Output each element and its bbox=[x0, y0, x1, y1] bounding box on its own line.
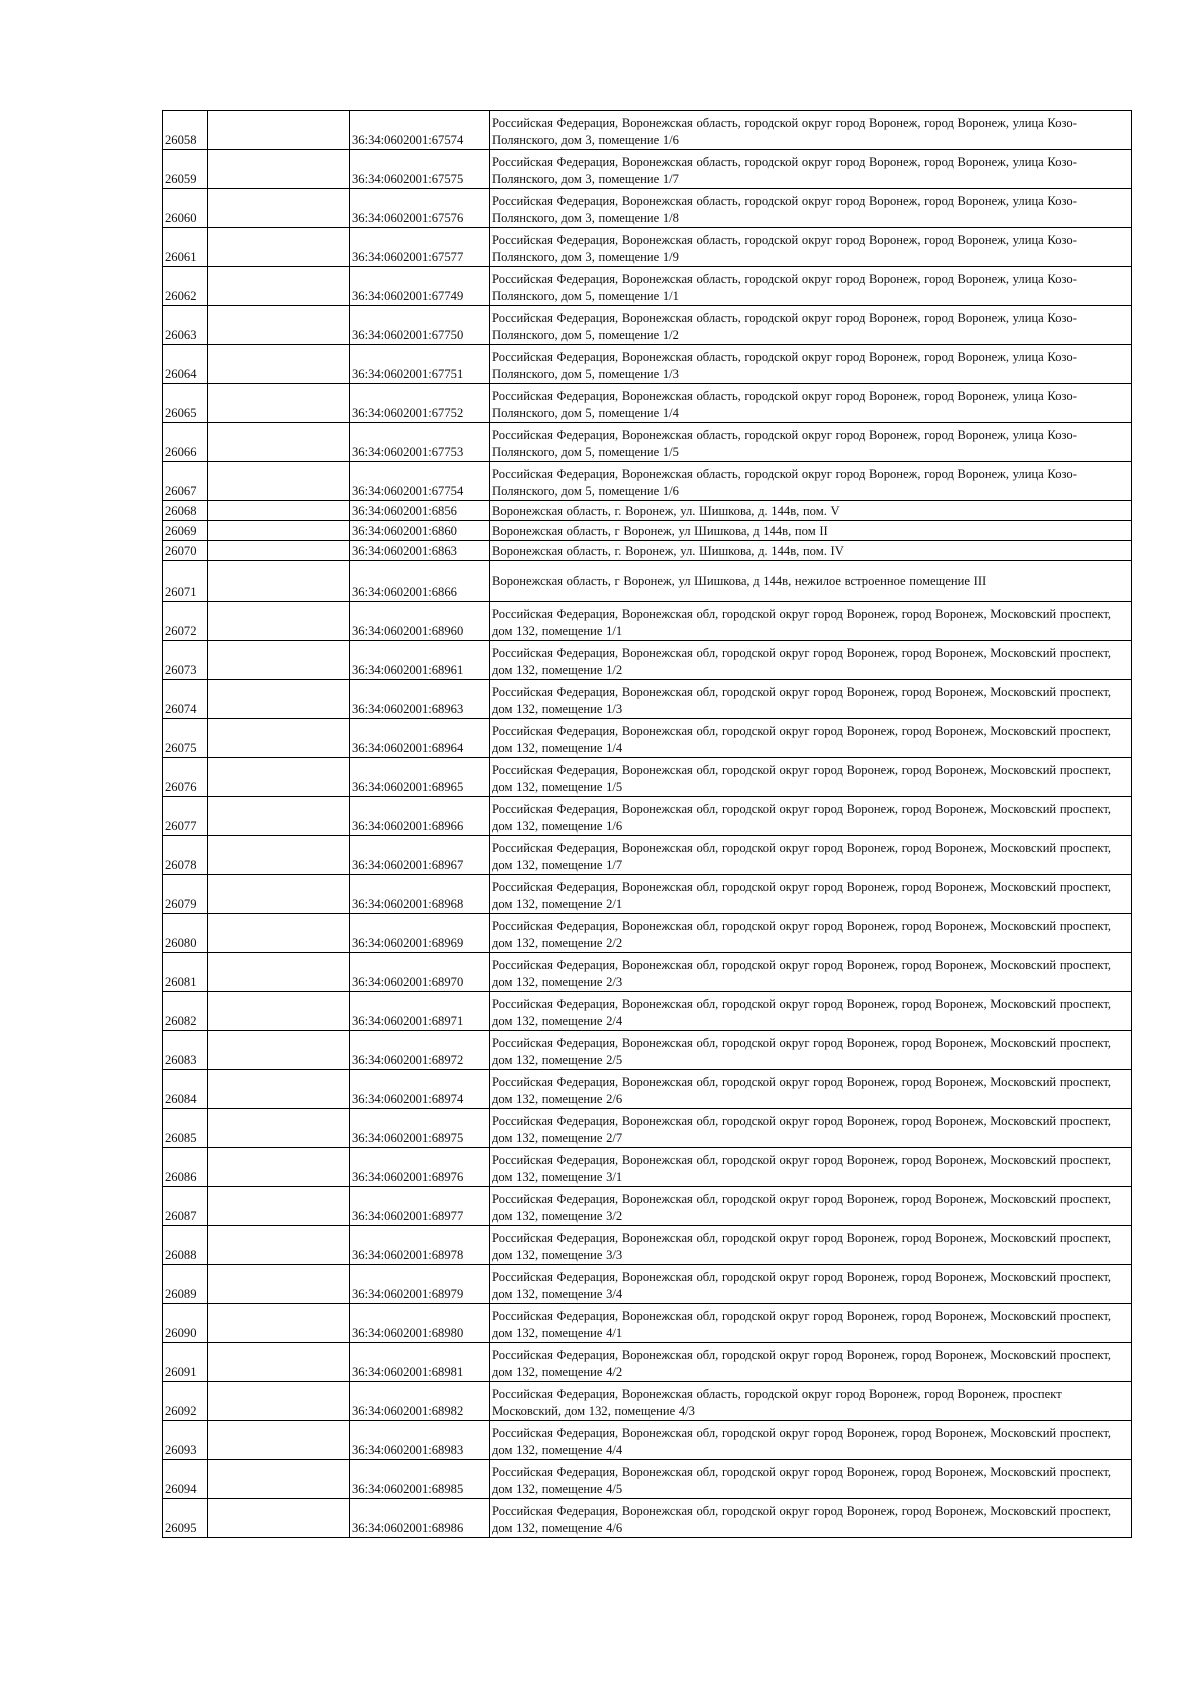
cadastral-number-cell: 36:34:0602001:67575 bbox=[350, 150, 490, 189]
table-row bbox=[163, 423, 1132, 462]
row-number-cell: 26058 bbox=[163, 111, 208, 150]
cadastral-number-cell: 36:34:0602001:67751 bbox=[350, 345, 490, 384]
row-number-cell: 26083 bbox=[163, 1031, 208, 1070]
empty-cell bbox=[208, 150, 350, 189]
address-cell: Российская Федерация, Воронежская область, городской округ город Воронеж, город Воронеж, улица Козо-Полянского, дом 3, помещение 1/9 bbox=[490, 228, 1132, 267]
cadastral-number-cell: 36:34:0602001:6866 bbox=[350, 561, 490, 602]
empty-cell bbox=[208, 267, 350, 306]
empty-cell bbox=[208, 1226, 350, 1265]
cadastral-number-cell: 36:34:0602001:68986 bbox=[350, 1499, 490, 1538]
cadastral-number-cell: 36:34:0602001:68976 bbox=[350, 1148, 490, 1187]
empty-cell bbox=[208, 875, 350, 914]
address-cell: Российская Федерация, Воронежская область, городской округ город Воронеж, город Воронеж, улица Козо-Полянского, дом 5, помещение 1/5 bbox=[490, 423, 1132, 462]
cadastral-number-cell: 36:34:0602001:68964 bbox=[350, 719, 490, 758]
row-number-cell: 26079 bbox=[163, 875, 208, 914]
cadastral-number-cell: 36:34:0602001:68961 bbox=[350, 641, 490, 680]
cadastral-number-cell: 36:34:0602001:68982 bbox=[350, 1382, 490, 1421]
row-number-cell: 26072 bbox=[163, 602, 208, 641]
empty-cell bbox=[208, 423, 350, 462]
address-cell: Российская Федерация, Воронежская область, городской округ город Воронеж, город Воронеж, улица Козо-Полянского, дом 5, помещение 1/4 bbox=[490, 384, 1132, 423]
empty-cell bbox=[208, 345, 350, 384]
empty-cell bbox=[208, 384, 350, 423]
address-cell: Российская Федерация, Воронежская обл, городской округ город Воронеж, город Воронеж, Московский проспект, дом 132, помещение 4/2 bbox=[490, 1343, 1132, 1382]
empty-cell bbox=[208, 680, 350, 719]
table-row bbox=[163, 541, 1132, 561]
cadastral-number-cell: 36:34:0602001:68981 bbox=[350, 1343, 490, 1382]
table-row bbox=[163, 111, 1132, 150]
row-number-cell: 26086 bbox=[163, 1148, 208, 1187]
row-number-cell: 26089 bbox=[163, 1265, 208, 1304]
empty-cell bbox=[208, 462, 350, 501]
table-row bbox=[163, 953, 1132, 992]
address-cell: Российская Федерация, Воронежская обл, городской округ город Воронеж, город Воронеж, Московский проспект, дом 132, помещение 1/3 bbox=[490, 680, 1132, 719]
row-number-cell: 26073 bbox=[163, 641, 208, 680]
table-row bbox=[163, 680, 1132, 719]
address-cell: Российская Федерация, Воронежская область, городской округ город Воронеж, город Воронеж, улица Козо-Полянского, дом 3, помещение 1/7 bbox=[490, 150, 1132, 189]
row-number-cell: 26061 bbox=[163, 228, 208, 267]
address-cell: Российская Федерация, Воронежская область, городской округ город Воронеж, город Воронеж, улица Козо-Полянского, дом 3, помещение 1/6 bbox=[490, 111, 1132, 150]
row-number-cell: 26088 bbox=[163, 1226, 208, 1265]
address-cell: Российская Федерация, Воронежская обл, городской округ город Воронеж, город Воронеж, Московский проспект, дом 132, помещение 1/7 bbox=[490, 836, 1132, 875]
address-cell: Российская Федерация, Воронежская обл, городской округ город Воронеж, город Воронеж, Московский проспект, дом 132, помещение 1/4 bbox=[490, 719, 1132, 758]
property-registry-table bbox=[162, 110, 1132, 1538]
empty-cell bbox=[208, 1460, 350, 1499]
table-row bbox=[163, 758, 1132, 797]
table-row bbox=[163, 1187, 1132, 1226]
table-row bbox=[163, 1304, 1132, 1343]
empty-cell bbox=[208, 1382, 350, 1421]
empty-cell bbox=[208, 602, 350, 641]
address-cell: Российская Федерация, Воронежская обл, городской округ город Воронеж, город Воронеж, Московский проспект, дом 132, помещение 3/1 bbox=[490, 1148, 1132, 1187]
cadastral-number-cell: 36:34:0602001:68978 bbox=[350, 1226, 490, 1265]
row-number-cell: 26060 bbox=[163, 189, 208, 228]
empty-cell bbox=[208, 1304, 350, 1343]
empty-cell bbox=[208, 1031, 350, 1070]
cadastral-number-cell: 36:34:0602001:67752 bbox=[350, 384, 490, 423]
empty-cell bbox=[208, 953, 350, 992]
cadastral-number-cell: 36:34:0602001:67749 bbox=[350, 267, 490, 306]
table-row bbox=[163, 345, 1132, 384]
table-row bbox=[163, 719, 1132, 758]
empty-cell bbox=[208, 797, 350, 836]
empty-cell bbox=[208, 1187, 350, 1226]
row-number-cell: 26095 bbox=[163, 1499, 208, 1538]
table-row bbox=[163, 306, 1132, 345]
table-row bbox=[163, 992, 1132, 1031]
cadastral-number-cell: 36:34:0602001:68966 bbox=[350, 797, 490, 836]
table-row bbox=[163, 797, 1132, 836]
row-number-cell: 26085 bbox=[163, 1109, 208, 1148]
table-row bbox=[163, 1382, 1132, 1421]
address-cell: Российская Федерация, Воронежская обл, городской округ город Воронеж, город Воронеж, Московский проспект, дом 132, помещение 3/4 bbox=[490, 1265, 1132, 1304]
empty-cell bbox=[208, 758, 350, 797]
row-number-cell: 26075 bbox=[163, 719, 208, 758]
row-number-cell: 26067 bbox=[163, 462, 208, 501]
empty-cell bbox=[208, 189, 350, 228]
row-number-cell: 26081 bbox=[163, 953, 208, 992]
address-cell: Российская Федерация, Воронежская обл, городской округ город Воронеж, город Воронеж, Московский проспект, дом 132, помещение 2/3 bbox=[490, 953, 1132, 992]
cadastral-number-cell: 36:34:0602001:67574 bbox=[350, 111, 490, 150]
row-number-cell: 26093 bbox=[163, 1421, 208, 1460]
table-row bbox=[163, 1343, 1132, 1382]
row-number-cell: 26091 bbox=[163, 1343, 208, 1382]
table-row bbox=[163, 1499, 1132, 1538]
row-number-cell: 26087 bbox=[163, 1187, 208, 1226]
empty-cell bbox=[208, 541, 350, 561]
address-cell: Российская Федерация, Воронежская область, городской округ город Воронеж, город Воронеж, улица Козо-Полянского, дом 5, помещение 1/1 bbox=[490, 267, 1132, 306]
cadastral-number-cell: 36:34:0602001:68969 bbox=[350, 914, 490, 953]
empty-cell bbox=[208, 228, 350, 267]
cadastral-number-cell: 36:34:0602001:67577 bbox=[350, 228, 490, 267]
address-cell: Воронежская область, г. Воронеж, ул. Шишкова, д. 144в, пом. IV bbox=[490, 541, 1132, 561]
address-cell: Российская Федерация, Воронежская область, городской округ город Воронеж, город Воронеж, улица Козо-Полянского, дом 5, помещение 1/6 bbox=[490, 462, 1132, 501]
cadastral-number-cell: 36:34:0602001:67754 bbox=[350, 462, 490, 501]
address-cell: Российская Федерация, Воронежская обл, городской округ город Воронеж, город Воронеж, Московский проспект, дом 132, помещение 4/5 bbox=[490, 1460, 1132, 1499]
table-row bbox=[163, 1265, 1132, 1304]
empty-cell bbox=[208, 111, 350, 150]
cadastral-number-cell: 36:34:0602001:68985 bbox=[350, 1460, 490, 1499]
table-row bbox=[163, 462, 1132, 501]
cadastral-number-cell: 36:34:0602001:67750 bbox=[350, 306, 490, 345]
table-row bbox=[163, 1148, 1132, 1187]
table-row bbox=[163, 1421, 1132, 1460]
empty-cell bbox=[208, 306, 350, 345]
table-row bbox=[163, 521, 1132, 541]
address-cell: Российская Федерация, Воронежская область, городской округ город Воронеж, город Воронеж, проспект Московский, дом 132, помещение 4/3 bbox=[490, 1382, 1132, 1421]
document-sheet bbox=[162, 110, 1131, 1538]
table-row bbox=[163, 1031, 1132, 1070]
cadastral-number-cell: 36:34:0602001:68974 bbox=[350, 1070, 490, 1109]
cadastral-number-cell: 36:34:0602001:68960 bbox=[350, 602, 490, 641]
cadastral-number-cell: 36:34:0602001:6856 bbox=[350, 501, 490, 521]
cadastral-number-cell: 36:34:0602001:67576 bbox=[350, 189, 490, 228]
row-number-cell: 26082 bbox=[163, 992, 208, 1031]
cadastral-number-cell: 36:34:0602001:6863 bbox=[350, 541, 490, 561]
row-number-cell: 26071 bbox=[163, 561, 208, 602]
address-cell: Российская Федерация, Воронежская обл, городской округ город Воронеж, город Воронеж, Московский проспект, дом 132, помещение 4/6 bbox=[490, 1499, 1132, 1538]
address-cell: Российская Федерация, Воронежская обл, городской округ город Воронеж, город Воронеж, Московский проспект, дом 132, помещение 2/6 bbox=[490, 1070, 1132, 1109]
cadastral-number-cell: 36:34:0602001:68980 bbox=[350, 1304, 490, 1343]
row-number-cell: 26069 bbox=[163, 521, 208, 541]
row-number-cell: 26084 bbox=[163, 1070, 208, 1109]
address-cell: Российская Федерация, Воронежская обл, городской округ город Воронеж, город Воронеж, Московский проспект, дом 132, помещение 4/1 bbox=[490, 1304, 1132, 1343]
table-row bbox=[163, 1070, 1132, 1109]
empty-cell bbox=[208, 1070, 350, 1109]
cadastral-number-cell: 36:34:0602001:68968 bbox=[350, 875, 490, 914]
address-cell: Российская Федерация, Воронежская обл, городской округ город Воронеж, город Воронеж, Московский проспект, дом 132, помещение 2/7 bbox=[490, 1109, 1132, 1148]
address-cell: Российская Федерация, Воронежская обл, городской округ город Воронеж, город Воронеж, Московский проспект, дом 132, помещение 1/1 bbox=[490, 602, 1132, 641]
row-number-cell: 26076 bbox=[163, 758, 208, 797]
row-number-cell: 26064 bbox=[163, 345, 208, 384]
table-row bbox=[163, 1109, 1132, 1148]
empty-cell bbox=[208, 501, 350, 521]
cadastral-number-cell: 36:34:0602001:68977 bbox=[350, 1187, 490, 1226]
row-number-cell: 26077 bbox=[163, 797, 208, 836]
empty-cell bbox=[208, 1499, 350, 1538]
empty-cell bbox=[208, 561, 350, 602]
address-cell: Российская Федерация, Воронежская обл, городской округ город Воронеж, город Воронеж, Московский проспект, дом 132, помещение 1/2 bbox=[490, 641, 1132, 680]
address-cell: Российская Федерация, Воронежская обл, городской округ город Воронеж, город Воронеж, Московский проспект, дом 132, помещение 1/5 bbox=[490, 758, 1132, 797]
row-number-cell: 26078 bbox=[163, 836, 208, 875]
table-row bbox=[163, 1226, 1132, 1265]
row-number-cell: 26065 bbox=[163, 384, 208, 423]
address-cell: Российская Федерация, Воронежская область, городской округ город Воронеж, город Воронеж, улица Козо-Полянского, дом 3, помещение 1/8 bbox=[490, 189, 1132, 228]
address-cell: Воронежская область, г Воронеж, ул Шишкова, д 144в, пом II bbox=[490, 521, 1132, 541]
empty-cell bbox=[208, 1343, 350, 1382]
row-number-cell: 26062 bbox=[163, 267, 208, 306]
table-row bbox=[163, 150, 1132, 189]
table-row bbox=[163, 267, 1132, 306]
empty-cell bbox=[208, 1421, 350, 1460]
row-number-cell: 26059 bbox=[163, 150, 208, 189]
table-row bbox=[163, 875, 1132, 914]
address-cell: Российская Федерация, Воронежская обл, городской округ город Воронеж, город Воронеж, Московский проспект, дом 132, помещение 1/6 bbox=[490, 797, 1132, 836]
table-row bbox=[163, 189, 1132, 228]
cadastral-number-cell: 36:34:0602001:68975 bbox=[350, 1109, 490, 1148]
cadastral-number-cell: 36:34:0602001:68972 bbox=[350, 1031, 490, 1070]
table-body bbox=[163, 111, 1132, 1538]
table-row bbox=[163, 914, 1132, 953]
cadastral-number-cell: 36:34:0602001:68967 bbox=[350, 836, 490, 875]
address-cell: Российская Федерация, Воронежская обл, городской округ город Воронеж, город Воронеж, Московский проспект, дом 132, помещение 4/4 bbox=[490, 1421, 1132, 1460]
address-cell: Российская Федерация, Воронежская обл, городской округ город Воронеж, город Воронеж, Московский проспект, дом 132, помещение 2/1 bbox=[490, 875, 1132, 914]
address-cell: Воронежская область, г Воронеж, ул Шишкова, д 144в, нежилое встроенное помещение III bbox=[490, 561, 1132, 602]
empty-cell bbox=[208, 992, 350, 1031]
cadastral-number-cell: 36:34:0602001:68970 bbox=[350, 953, 490, 992]
table-row bbox=[163, 384, 1132, 423]
table-row bbox=[163, 1460, 1132, 1499]
cadastral-number-cell: 36:34:0602001:6860 bbox=[350, 521, 490, 541]
empty-cell bbox=[208, 641, 350, 680]
address-cell: Российская Федерация, Воронежская обл, городской округ город Воронеж, город Воронеж, Московский проспект, дом 132, помещение 2/5 bbox=[490, 1031, 1132, 1070]
address-cell: Российская Федерация, Воронежская обл, городской округ город Воронеж, город Воронеж, Московский проспект, дом 132, помещение 2/4 bbox=[490, 992, 1132, 1031]
cadastral-number-cell: 36:34:0602001:68971 bbox=[350, 992, 490, 1031]
cadastral-number-cell: 36:34:0602001:67753 bbox=[350, 423, 490, 462]
address-cell: Российская Федерация, Воронежская область, городской округ город Воронеж, город Воронеж, улица Козо-Полянского, дом 5, помещение 1/2 bbox=[490, 306, 1132, 345]
address-cell: Российская Федерация, Воронежская обл, городской округ город Воронеж, город Воронеж, Московский проспект, дом 132, помещение 3/2 bbox=[490, 1187, 1132, 1226]
address-cell: Российская Федерация, Воронежская обл, городской округ город Воронеж, город Воронеж, Московский проспект, дом 132, помещение 3/3 bbox=[490, 1226, 1132, 1265]
table-row bbox=[163, 228, 1132, 267]
cadastral-number-cell: 36:34:0602001:68963 bbox=[350, 680, 490, 719]
row-number-cell: 26070 bbox=[163, 541, 208, 561]
row-number-cell: 26068 bbox=[163, 501, 208, 521]
row-number-cell: 26066 bbox=[163, 423, 208, 462]
table-row bbox=[163, 602, 1132, 641]
empty-cell bbox=[208, 1265, 350, 1304]
address-cell: Российская Федерация, Воронежская обл, городской округ город Воронеж, город Воронеж, Московский проспект, дом 132, помещение 2/2 bbox=[490, 914, 1132, 953]
address-cell: Воронежская область, г. Воронеж, ул. Шишкова, д. 144в, пом. V bbox=[490, 501, 1132, 521]
address-cell: Российская Федерация, Воронежская область, городской округ город Воронеж, город Воронеж, улица Козо-Полянского, дом 5, помещение 1/3 bbox=[490, 345, 1132, 384]
empty-cell bbox=[208, 719, 350, 758]
row-number-cell: 26074 bbox=[163, 680, 208, 719]
empty-cell bbox=[208, 914, 350, 953]
cadastral-number-cell: 36:34:0602001:68965 bbox=[350, 758, 490, 797]
row-number-cell: 26092 bbox=[163, 1382, 208, 1421]
row-number-cell: 26090 bbox=[163, 1304, 208, 1343]
table-row bbox=[163, 836, 1132, 875]
table-row bbox=[163, 641, 1132, 680]
empty-cell bbox=[208, 1148, 350, 1187]
row-number-cell: 26094 bbox=[163, 1460, 208, 1499]
cadastral-number-cell: 36:34:0602001:68983 bbox=[350, 1421, 490, 1460]
empty-cell bbox=[208, 836, 350, 875]
cadastral-number-cell: 36:34:0602001:68979 bbox=[350, 1265, 490, 1304]
empty-cell bbox=[208, 1109, 350, 1148]
empty-cell bbox=[208, 521, 350, 541]
table-row bbox=[163, 561, 1132, 602]
row-number-cell: 26063 bbox=[163, 306, 208, 345]
table-row bbox=[163, 501, 1132, 521]
row-number-cell: 26080 bbox=[163, 914, 208, 953]
